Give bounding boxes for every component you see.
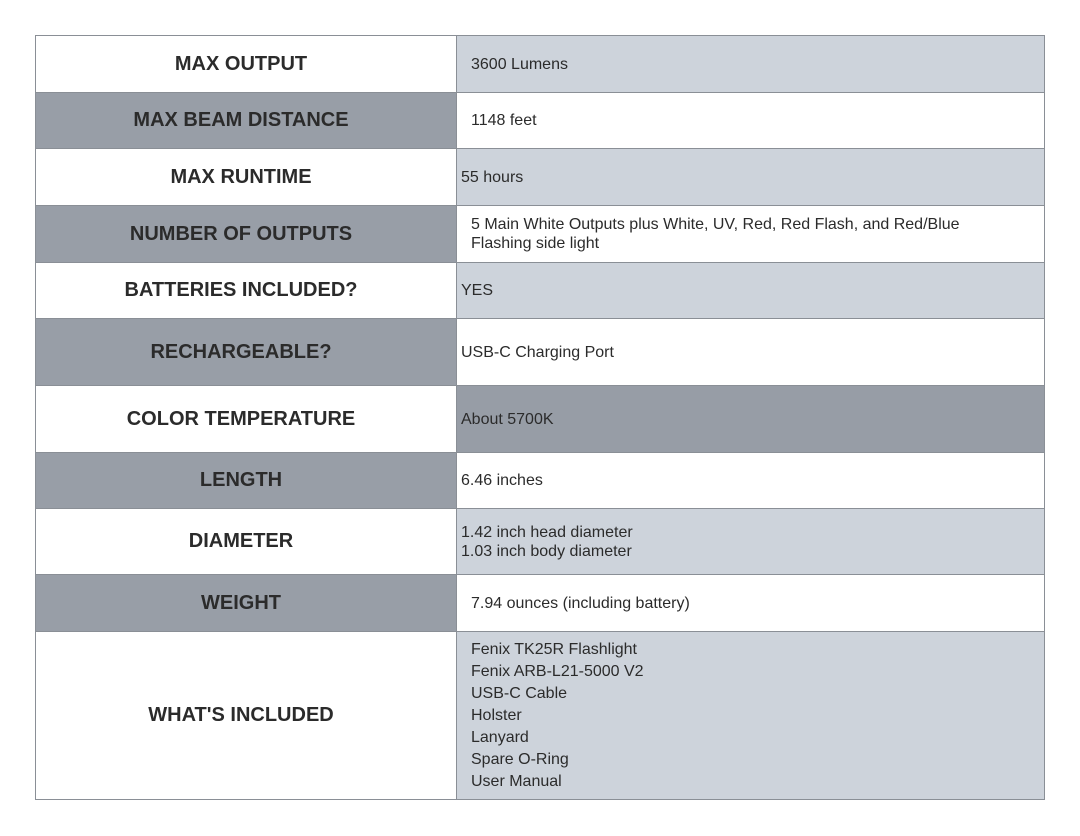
spec-value (457, 523, 1044, 561)
spec-row-max-beam-distance (36, 93, 1045, 149)
spec-value: 3600 Lumens (471, 55, 568, 73)
spec-label: MAX RUNTIME (36, 149, 457, 206)
included-item: Fenix ARB-L21-5000 V2 (471, 662, 644, 680)
spec-value-cell (457, 509, 1045, 575)
included-item: User Manual (471, 772, 562, 790)
included-item: Holster (471, 706, 522, 724)
spec-table (35, 35, 1045, 800)
spec-value-cell (457, 453, 1045, 509)
spec-label: RECHARGEABLE? (36, 319, 457, 386)
spec-label: NUMBER OF OUTPUTS (36, 206, 457, 263)
spec-label: LENGTH (36, 453, 457, 509)
spec-label: MAX OUTPUT (36, 36, 457, 93)
spec-label: DIAMETER (36, 509, 457, 575)
spec-value: 6.46 inches (461, 472, 543, 489)
spec-value-cell (457, 206, 1045, 263)
spec-value-cell (457, 319, 1045, 386)
spec-label: WHAT'S INCLUDED (36, 632, 457, 800)
spec-label: MAX BEAM DISTANCE (36, 93, 457, 149)
spec-value-cell (457, 149, 1045, 206)
spec-value-cell (457, 263, 1045, 319)
spec-row-rechargeable (36, 319, 1045, 386)
spec-label: WEIGHT (36, 575, 457, 632)
spec-row-max-output (36, 36, 1045, 93)
spec-value-cell (457, 386, 1045, 453)
spec-value: 55 hours (461, 168, 524, 186)
included-item: Spare O-Ring (471, 750, 569, 768)
spec-row-max-runtime (36, 149, 1045, 206)
spec-row-length (36, 453, 1045, 509)
spec-row-color-temperature (36, 386, 1045, 453)
spec-row-diameter (36, 509, 1045, 575)
spec-value-cell (457, 632, 1045, 800)
spec-value: About 5700K (461, 410, 554, 428)
spec-value: 5 Main White Outputs plus White, UV, Red, Red Flash, and Red/Blue Flashing side light (471, 216, 960, 252)
spec-value: 7.94 ounces (including battery) (471, 594, 690, 612)
spec-value: YES (461, 282, 494, 299)
spec-value: USB-C Charging Port (461, 343, 614, 361)
included-item: Fenix TK25R Flashlight (471, 640, 637, 658)
spec-label: COLOR TEMPERATURE (36, 386, 457, 453)
spec-value-cell (457, 575, 1045, 632)
spec-value (457, 639, 1044, 793)
spec-row-batteries-included (36, 263, 1045, 319)
spec-value-line: 1.03 inch body diameter (461, 542, 632, 560)
spec-label: BATTERIES INCLUDED? (36, 263, 457, 319)
spec-value-line: 1.42 inch head diameter (461, 523, 633, 541)
spec-value: 1148 feet (471, 112, 537, 129)
included-item: Lanyard (471, 728, 529, 746)
spec-row-number-of-outputs (36, 206, 1045, 263)
spec-value-cell (457, 36, 1045, 93)
spec-row-weight (36, 575, 1045, 632)
spec-row-whats-included (36, 632, 1045, 800)
spec-value-cell (457, 93, 1045, 149)
included-item: USB-C Cable (471, 684, 568, 702)
